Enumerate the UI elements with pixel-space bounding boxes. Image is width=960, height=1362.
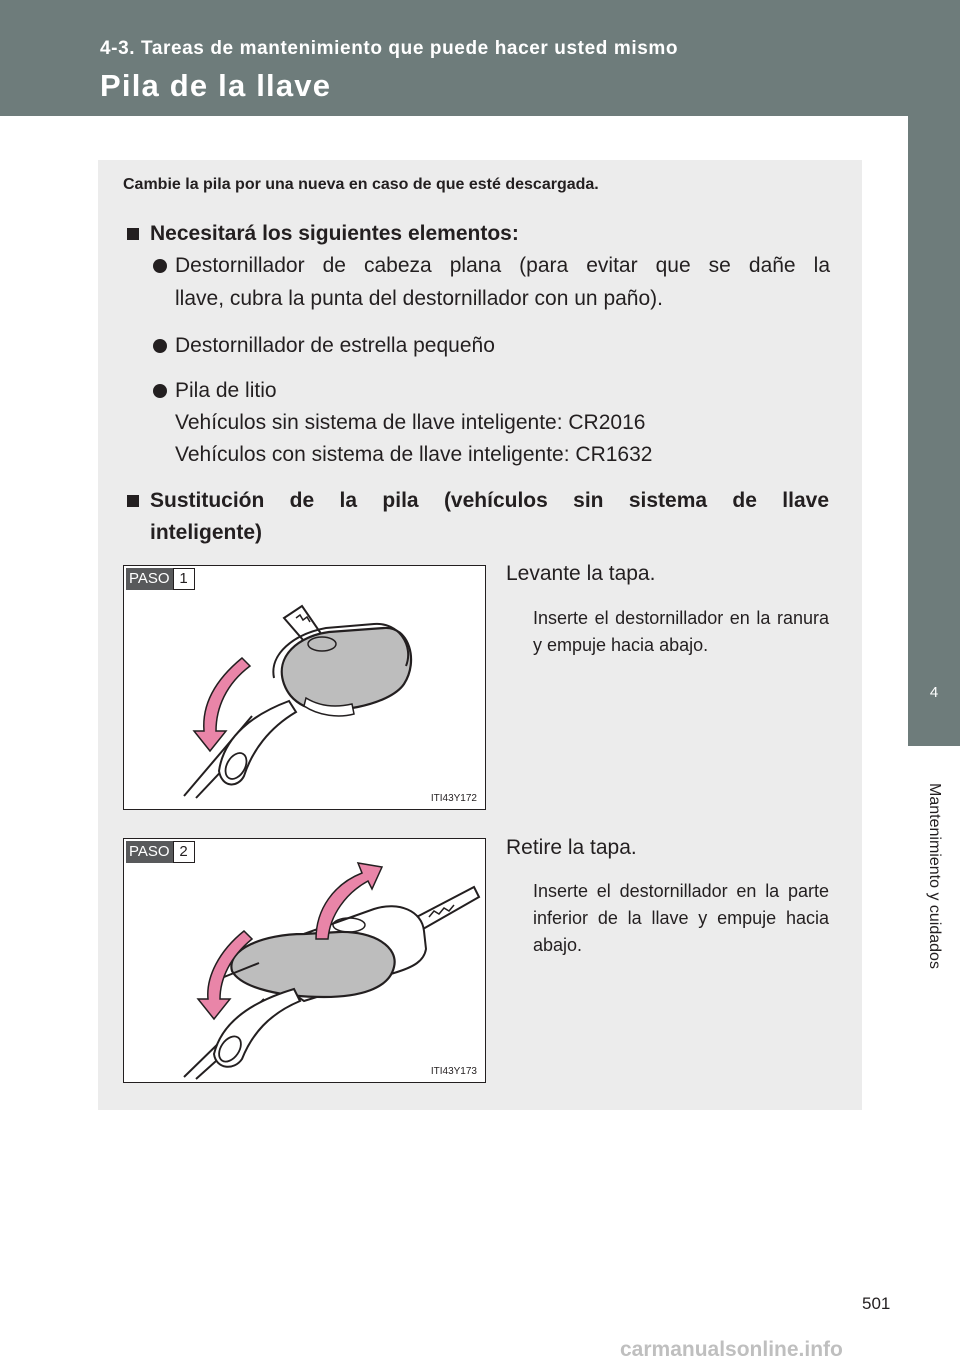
key-illustration xyxy=(124,839,485,1082)
step2-note: Inserte el destornillador en la parte inferior de la llave y empuje hacia abajo. xyxy=(533,881,829,955)
item-flat-screwdriver-line2: llave, cubra la punta del destornillador con un paño). xyxy=(175,287,663,310)
chapter-number: 4 xyxy=(929,684,939,701)
item-battery-no-smart: Vehículos sin sistema de llave inteligente: CR2016 xyxy=(175,411,646,434)
side-tab-bar xyxy=(908,116,960,646)
intro-text: Cambie la pila por una nueva en caso de que esté descargada. xyxy=(123,176,599,193)
item-battery-title: Pila de litio xyxy=(175,379,277,402)
item-star-screwdriver: Destornillador de estrella pequeño xyxy=(175,334,495,357)
step2-badge: PASO 2 xyxy=(126,841,195,863)
chapter-tab xyxy=(908,646,960,746)
square-bullet-icon xyxy=(127,228,139,240)
step1-figure xyxy=(123,565,486,810)
content-box xyxy=(98,160,862,1110)
figure-code: ITI43Y172 xyxy=(430,793,477,804)
replacement-heading-line1: Sustitución de la pila (vehículos sin sistema de llave xyxy=(150,489,829,512)
items-heading: Necesitará los siguientes elementos: xyxy=(150,222,519,245)
square-bullet-icon xyxy=(127,495,139,507)
chapter-label: Mantenimiento y cuidados xyxy=(926,783,943,969)
step1-badge: PASO 1 xyxy=(126,568,195,590)
page-number: 501 xyxy=(862,1294,891,1313)
bullet-icon xyxy=(153,339,167,353)
step1-title: Levante la tapa. xyxy=(506,562,656,585)
item-battery-smart: Vehículos con sistema de llave inteligente: CR1632 xyxy=(175,443,653,466)
figure-code: ITI43Y173 xyxy=(430,1066,477,1077)
step2-title: Retire la tapa. xyxy=(506,836,637,859)
key-illustration xyxy=(124,566,485,809)
page-title: Pila de la llave xyxy=(100,68,332,103)
item-flat-screwdriver-line1: Destornillador de cabeza plana (para evitar que se dañe la xyxy=(175,254,830,277)
section-title: 4-3. Tareas de mantenimiento que puede hacer usted mismo xyxy=(100,38,679,59)
watermark: carmanualsonline.info xyxy=(620,1338,843,1361)
page-header xyxy=(0,0,960,116)
replacement-heading-line2: inteligente) xyxy=(150,521,263,544)
bullet-icon xyxy=(153,384,167,398)
step2-figure xyxy=(123,838,486,1083)
bullet-icon xyxy=(153,259,167,273)
step1-note: Inserte el destornillador en la ranura y empuje hacia abajo. xyxy=(533,608,829,655)
